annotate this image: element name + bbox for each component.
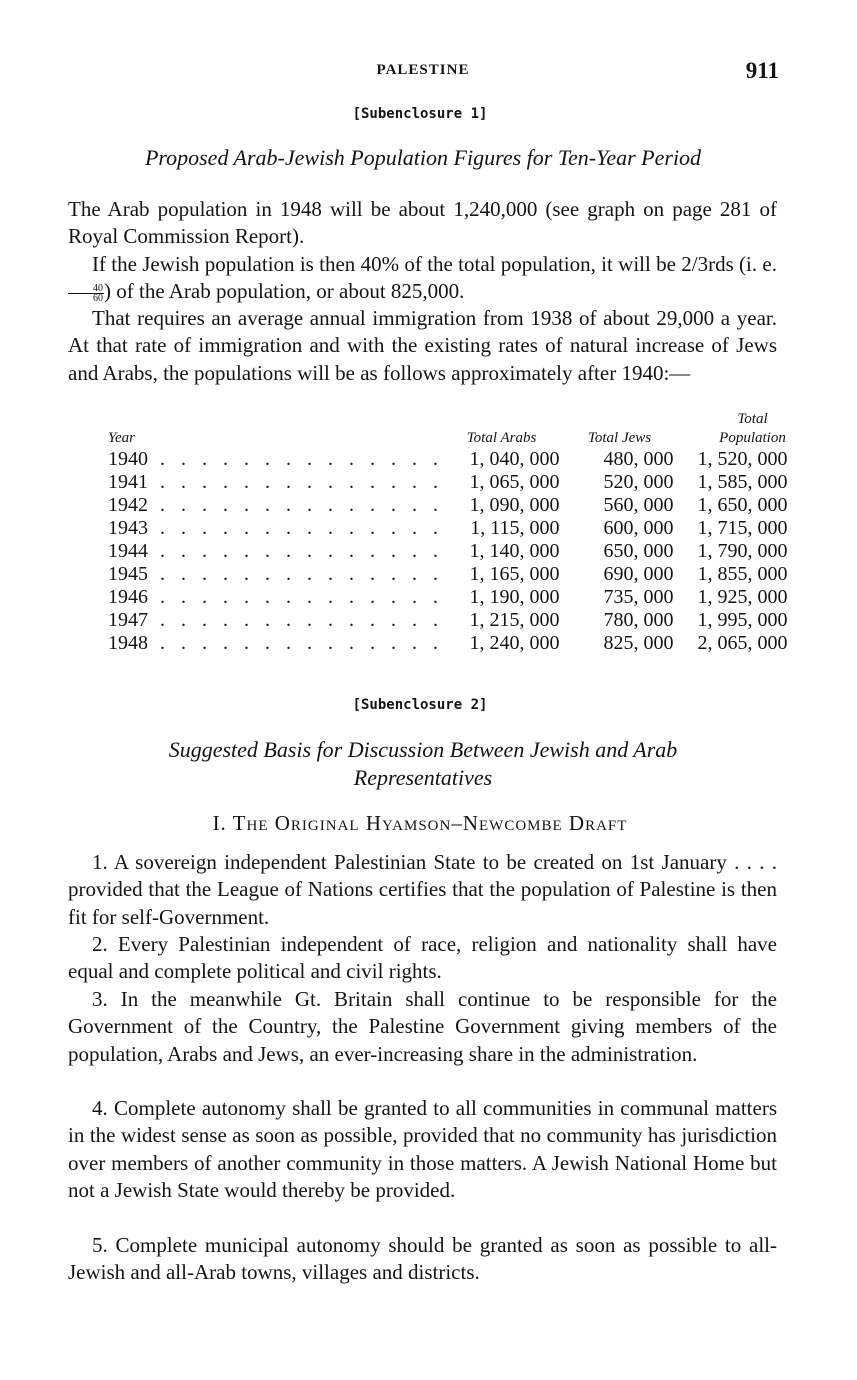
table-row bbox=[108, 448, 808, 471]
cell-total-arabs: 1, 115, 000 bbox=[470, 517, 560, 539]
dot-leader: . . . . . . . . . . . . . . bbox=[160, 586, 444, 608]
table-row bbox=[108, 563, 808, 586]
table-row bbox=[108, 517, 808, 540]
cell-total-jews: 600, 000 bbox=[603, 517, 674, 539]
cell-total-population: 1, 925, 000 bbox=[697, 586, 788, 608]
cell-year: 1943 bbox=[108, 517, 148, 539]
subenclosure-1-label: [Subenclosure 1] bbox=[352, 106, 488, 122]
cell-year: 1945 bbox=[108, 563, 148, 585]
subenclosure-2-label: [Subenclosure 2] bbox=[352, 697, 488, 713]
header-total-jews: Total Jews bbox=[587, 430, 652, 446]
cell-total-arabs: 1, 215, 000 bbox=[469, 609, 560, 631]
draft-item-4: 4. Complete autonomy shall be granted to all communities in communal matters in the widest sense as soon as possible, provided that no community has jurisdiction over members of another community in those matters. A Jewish National Home but not a Jewish State would thereby be provided. bbox=[68, 1096, 777, 1202]
cell-total-jews: 825, 000 bbox=[603, 632, 674, 654]
paragraph-jewish-share-before: If the Jewish population is then 40% of the total population, it will be 2/3rds (i. e. bbox=[92, 252, 777, 276]
cell-total-jews: 480, 000 bbox=[603, 448, 674, 470]
table-row bbox=[108, 471, 808, 494]
cell-total-arabs: 1, 165, 000 bbox=[469, 563, 560, 585]
cell-total-jews: 735, 000 bbox=[603, 586, 674, 608]
header-year: Year bbox=[108, 430, 135, 446]
cell-total-population: 1, 585, 000 bbox=[697, 471, 788, 493]
cell-year: 1946 bbox=[108, 586, 148, 608]
cell-total-arabs: 1, 240, 000 bbox=[469, 632, 560, 654]
dot-leader: . . . . . . . . . . . . . . bbox=[160, 494, 444, 516]
header-total-line2: Population bbox=[719, 430, 786, 446]
running-header bbox=[0, 58, 857, 86]
cell-year: 1948 bbox=[108, 632, 148, 654]
cell-total-population: 1, 520, 000 bbox=[697, 448, 788, 470]
table-header-row bbox=[108, 410, 808, 448]
cell-total-arabs: 1, 065, 000 bbox=[469, 471, 560, 493]
dot-leader: . . . . . . . . . . . . . . bbox=[160, 632, 444, 654]
fraction-denominator: 60 bbox=[93, 292, 103, 304]
cell-total-arabs: 1, 090, 000 bbox=[469, 494, 560, 516]
paragraph-jewish-share bbox=[68, 251, 777, 306]
cell-total-arabs: 1, 190, 000 bbox=[469, 586, 560, 608]
draft-item-5: 5. Complete municipal autonomy should be granted as soon as possible to all-Jewish and all-Arab towns, villages and districts. bbox=[68, 1233, 777, 1285]
subenclosure-2-title-line1: Suggested Basis for Discussion Between Jewish and Arab bbox=[168, 737, 678, 762]
cell-total-population: 2, 065, 000 bbox=[697, 632, 788, 654]
population-table bbox=[108, 410, 808, 655]
cell-total-population: 1, 855, 000 bbox=[697, 563, 788, 585]
cell-year: 1947 bbox=[108, 609, 148, 631]
table-row bbox=[108, 632, 808, 655]
paragraph-immigration: That requires an average annual immigration from 1938 of about 29,000 a year. At that rate of immigration and with the existing rates of natural increase of Jews and Arabs, the populations will be as follows approximately after 1940:— bbox=[68, 306, 777, 385]
cell-year: 1944 bbox=[108, 540, 148, 562]
dot-leader: . . . . . . . . . . . . . . bbox=[160, 563, 444, 585]
table-row bbox=[108, 494, 808, 517]
paragraph-arab-population: The Arab population in 1948 will be about 1,240,000 (see graph on page 281 of Royal Commission Report). bbox=[68, 197, 777, 249]
cell-year: 1941 bbox=[108, 471, 148, 493]
table-row bbox=[108, 609, 808, 632]
table-row bbox=[108, 586, 808, 609]
cell-total-jews: 520, 000 bbox=[603, 471, 674, 493]
cell-total-population: 1, 995, 000 bbox=[697, 609, 788, 631]
section-heading: I. The Original Hyamson–Newcombe Draft bbox=[212, 811, 628, 835]
header-total-population bbox=[688, 410, 808, 448]
header-total-line1: Total bbox=[737, 411, 768, 427]
cell-year: 1942 bbox=[108, 494, 148, 516]
cell-total-population: 1, 715, 000 bbox=[697, 517, 788, 539]
header-total-arabs: Total Arabs bbox=[466, 430, 537, 446]
cell-year: 1940 bbox=[108, 448, 148, 470]
dot-leader: . . . . . . . . . . . . . . bbox=[160, 517, 444, 539]
draft-item-3: 3. In the meanwhile Gt. Britain shall continue to be responsible for the Government of the Country, the Palestine Government giving members of the population, Arabs and Jews, an ever-increasing share in the administration. bbox=[68, 987, 777, 1066]
cell-total-arabs: 1, 140, 000 bbox=[469, 540, 560, 562]
fraction bbox=[68, 284, 104, 303]
table-row bbox=[108, 540, 808, 563]
dot-leader: . . . . . . . . . . . . . . bbox=[160, 609, 444, 631]
paragraph-jewish-share-after: ) of the Arab population, or about 825,000. bbox=[104, 279, 465, 304]
cell-total-arabs: 1, 040, 000 bbox=[469, 448, 560, 470]
draft-item-1: 1. A sovereign independent Palestinian State to be created on 1st January . . . . provided that the League of Nations certifies that the population of Palestine is then fit for self-Government. bbox=[68, 850, 777, 929]
cell-total-jews: 690, 000 bbox=[603, 563, 674, 585]
subenclosure-2-title bbox=[70, 736, 776, 792]
fraction-numerator: 40 bbox=[68, 284, 104, 294]
dot-leader: . . . . . . . . . . . . . . bbox=[160, 540, 444, 562]
cell-total-jews: 780, 000 bbox=[603, 609, 674, 631]
cell-total-jews: 650, 000 bbox=[603, 540, 674, 562]
cell-total-population: 1, 650, 000 bbox=[697, 494, 788, 516]
cell-total-jews: 560, 000 bbox=[603, 494, 674, 516]
running-title: PALESTINE bbox=[376, 62, 470, 78]
dot-leader: . . . . . . . . . . . . . . bbox=[160, 471, 444, 493]
subenclosure-1-title: Proposed Arab-Jewish Population Figures for Ten-Year Period bbox=[144, 145, 702, 170]
draft-item-2: 2. Every Palestinian independent of race, religion and nationality shall have equal and complete political and civil rights. bbox=[68, 932, 777, 984]
cell-total-population: 1, 790, 000 bbox=[697, 540, 788, 562]
dot-leader: . . . . . . . . . . . . . . bbox=[160, 448, 444, 470]
page-number: 911 bbox=[745, 58, 779, 83]
subenclosure-2-title-line2: Representatives bbox=[353, 765, 493, 790]
